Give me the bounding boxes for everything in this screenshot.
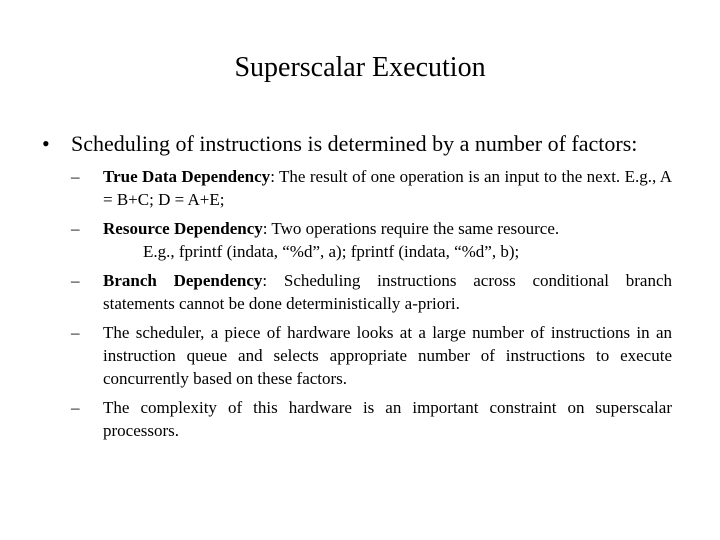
sub-item-complexity	[71, 396, 672, 442]
sub-item-text: : Scheduling instructions across conditional branch statements cannot be done deterministically a-priori.	[103, 271, 672, 313]
sub-item-scheduler	[71, 321, 672, 390]
sub-item-text: The complexity of this hardware is an important constraint on superscalar processors.	[103, 398, 672, 440]
term-branch-dependency: Branch Dependency	[103, 271, 263, 290]
sub-item-text: : The result of one operation is an input to the next. E.g., A = B+C; D = A+E;	[103, 167, 672, 209]
content-area	[42, 130, 672, 448]
term-resource-dependency: Resource Dependency	[103, 219, 263, 238]
sub-item-text: : Two operations require the same resource.	[262, 219, 560, 238]
sub-item-resource-dependency	[71, 217, 672, 263]
dash-icon: –	[71, 219, 80, 238]
bullet-item	[42, 130, 672, 157]
sub-item-branch-dependency	[71, 269, 672, 315]
sub-item-text: The scheduler, a piece of hardware looks at a large number of instructions in an instruction queue and selects appropriate number of instructions to execute concurrently based on these factors.	[103, 323, 672, 388]
slide-title: Superscalar Execution	[234, 52, 486, 83]
dash-icon: –	[71, 271, 80, 290]
bullet-icon: •	[42, 131, 50, 156]
sub-item-true-data-dependency	[71, 165, 672, 211]
dash-icon: –	[71, 323, 80, 342]
term-true-data-dependency: True Data Dependency	[103, 167, 271, 186]
sub-bullet-list	[42, 165, 672, 442]
dash-icon: –	[71, 167, 80, 186]
resource-example-line: E.g., fprintf (indata, “%d”, a); fprintf (indata, “%d”, b);	[143, 242, 520, 261]
bullet-text: Scheduling of instructions is determined by a number of factors:	[71, 131, 638, 156]
dash-icon: –	[71, 398, 80, 417]
